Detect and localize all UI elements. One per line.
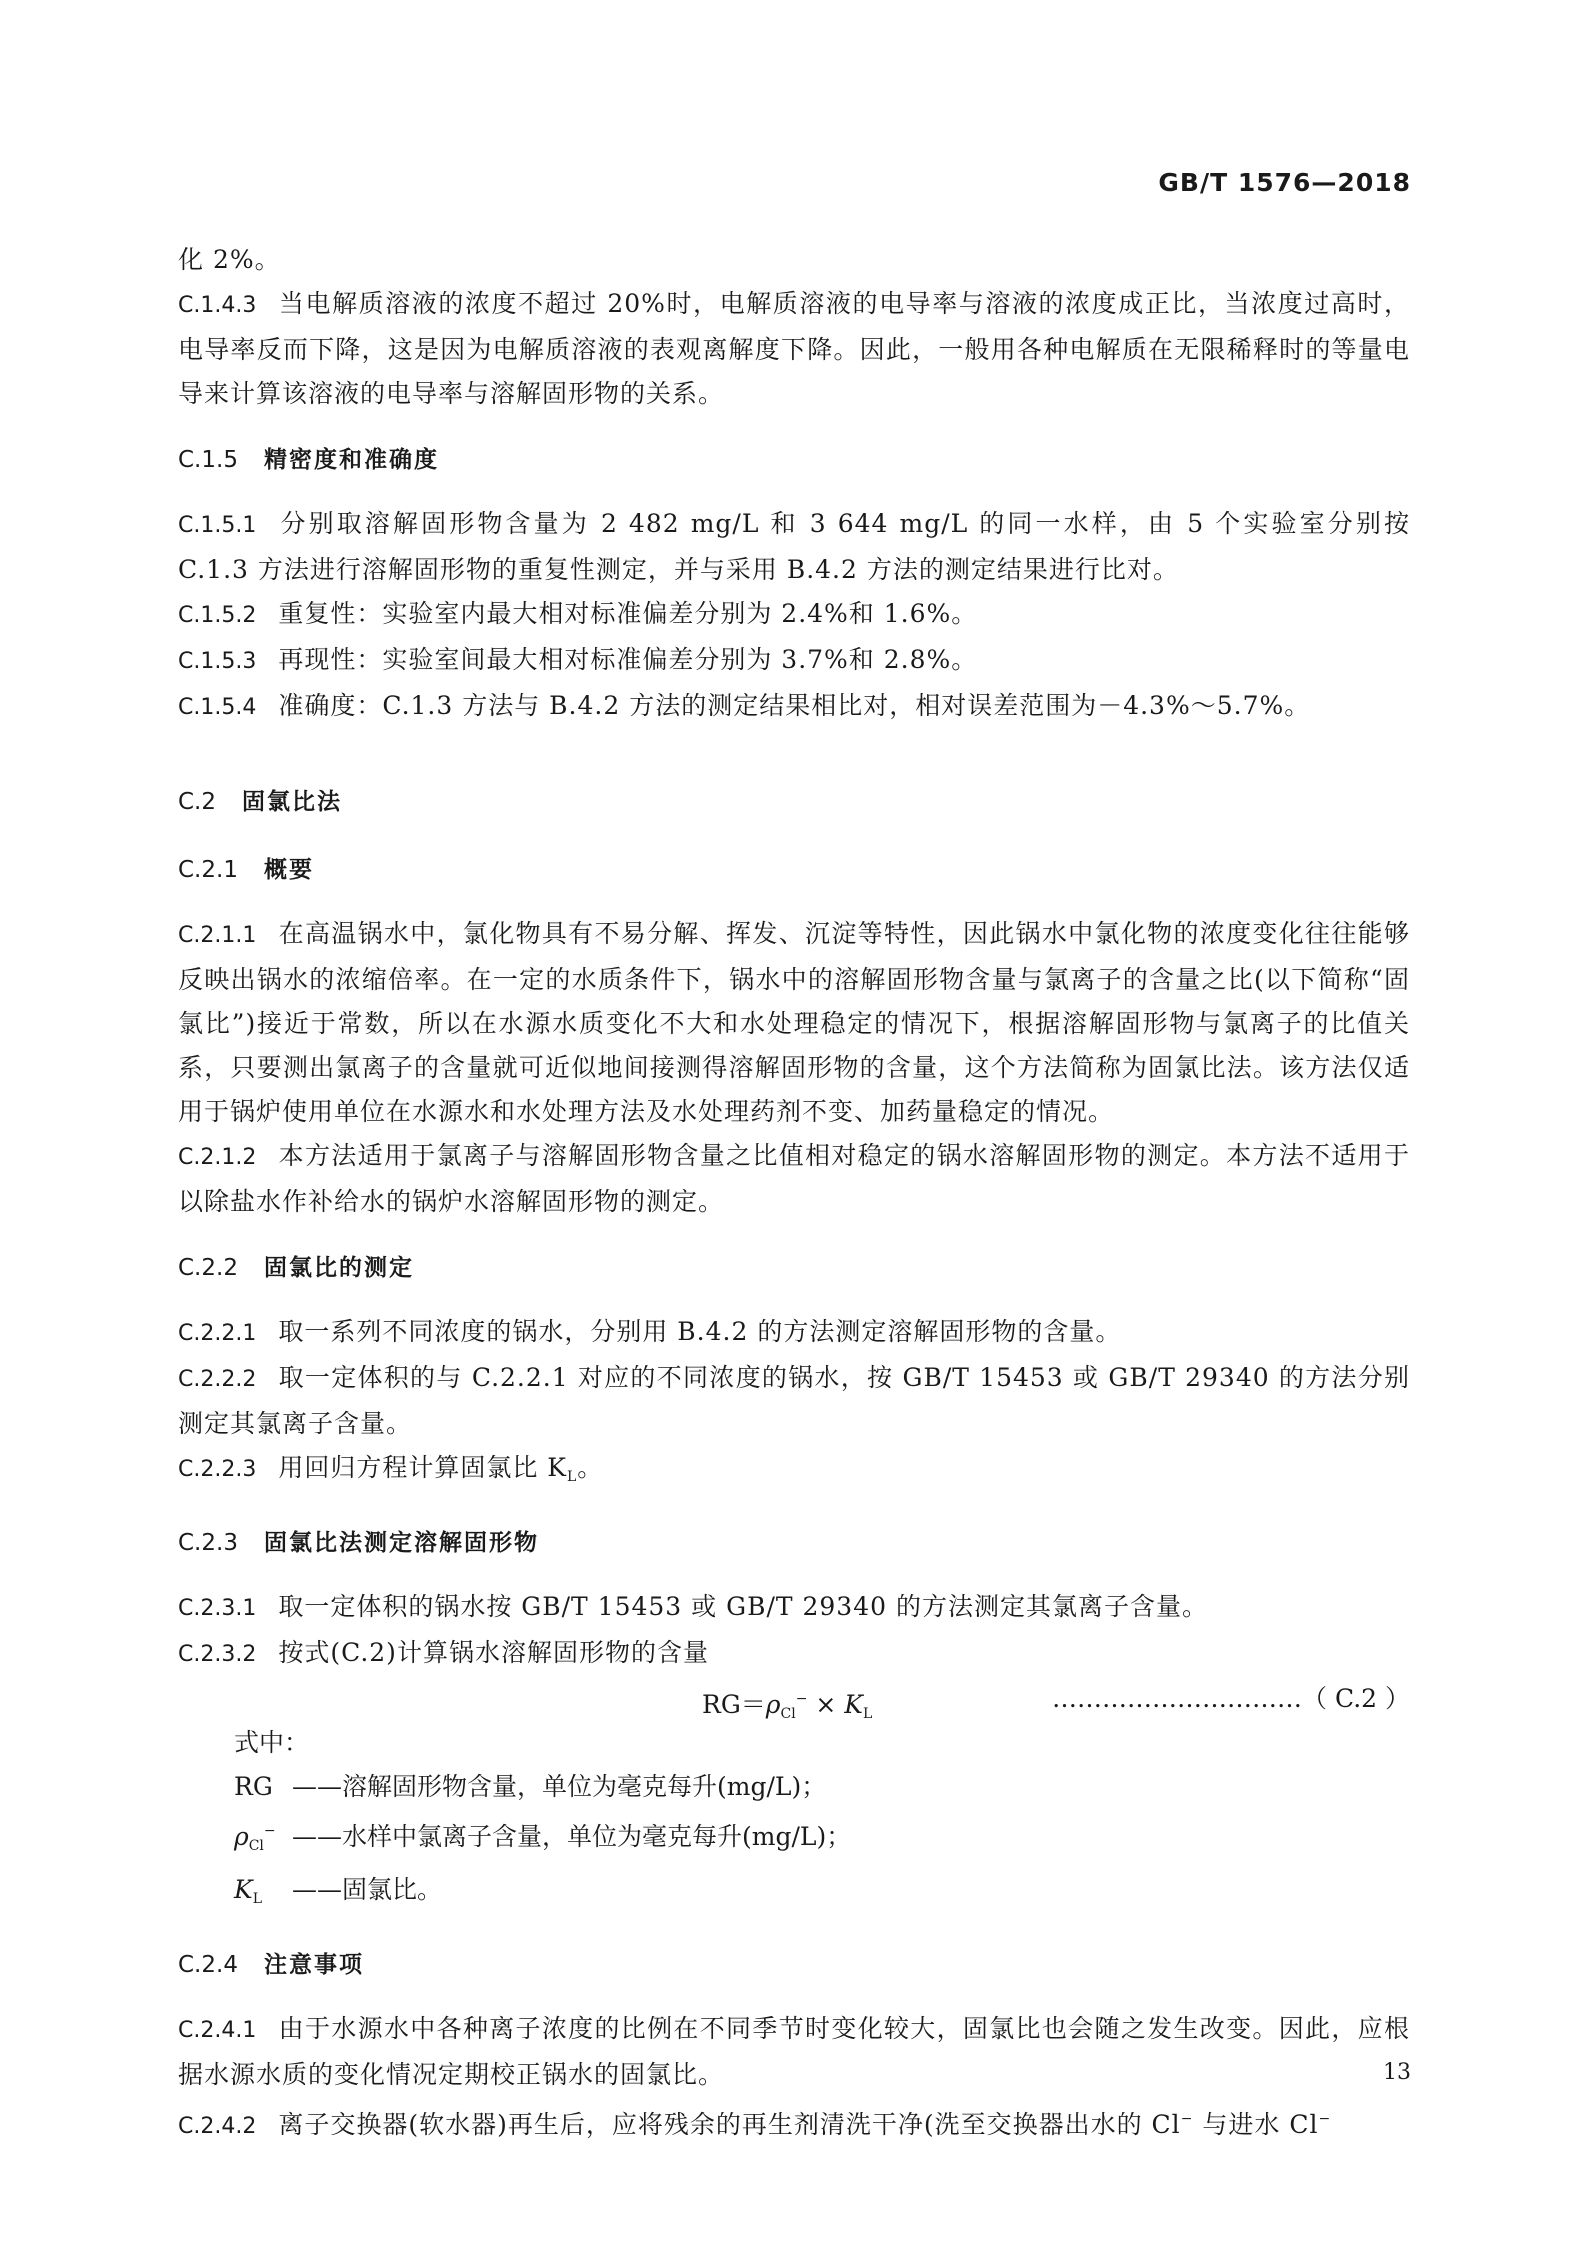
heading-c21 (178, 848, 1410, 892)
paragraph-c221: C.2.2.1 取一系列不同浓度的锅水，分别用 B.4.2 的方法测定溶解固形物的含量。 (178, 1310, 1410, 1356)
clause-number: C.2.4.2 (178, 2114, 257, 2139)
clause-number: C.1.5.4 (178, 695, 257, 720)
legend-symbol: $K_L$ (234, 1875, 262, 1907)
standard-code: GB/T 1576—2018 (1158, 168, 1411, 197)
heading-title: 固氯比法 (242, 789, 343, 815)
paragraph-c154: C.1.5.4 准确度：C.1.3 方法与 B.4.2 方法的测定结果相比对，相对误差范围为－4.3%～5.7%。 (178, 684, 1410, 730)
legend-symbol: $\rho_{Cl}^-$ (234, 1822, 276, 1854)
document-body (178, 238, 1410, 2149)
paragraph-c223: C.2.2.3 用回归方程计算固氯比 $K_L$。 (178, 1446, 1410, 1499)
heading-title: 精密度和准确度 (263, 447, 439, 473)
heading-number: C.2.4 (178, 1952, 238, 1978)
clause-number: C.1.4.3 (178, 293, 257, 318)
paragraph-c212: C.2.1.2 本方法适用于氯离子与溶解固形物含量之比值相对稳定的锅水溶解固形物的测定。本方法不适用于以除盐水作补给水的锅炉水溶解固形物的测定。 (178, 1134, 1410, 1224)
heading-c15 (178, 438, 1410, 482)
subscript: L (566, 1469, 578, 1485)
clause-number: C.2.2.2 (178, 1367, 257, 1392)
clause-number: C.1.5.1 (178, 513, 257, 538)
clause-number: C.2.2.3 (178, 1457, 257, 1482)
clause-number: C.2.3.2 (178, 1642, 257, 1667)
formula-c2 (178, 1677, 1410, 1721)
paragraph-c211: C.2.1.1 在高温锅水中，氯化物具有不易分解、挥发、沉淀等特性，因此锅水中氯化物的浓度变化往往能够反映出锅水的浓缩倍率。在一定的水质条件下，锅水中的溶解固形物含量与氯离子的含量之比(以下简称“固氯比”)接近于常数，所以在水源水质变化不大和水处理稳定的情况下，根据溶解固形物与氯离子的比值关系，只要测出氯离子的含量就可近似地间接测得溶解固形物的含量，这个方法简称为固氯比法。该方法仅适用于锅炉使用单位在水源水和水处理方法及水处理药剂不变、加药量稳定的情况。 (178, 912, 1410, 1134)
clause-number: C.2.1.1 (178, 923, 257, 948)
heading-c23 (178, 1521, 1410, 1565)
legend-title: 式中： (234, 1728, 310, 1757)
paragraph-c151: C.1.5.1 分别取溶解固形物含量为 2 482 mg/L 和 3 644 mg/L 的同一水样，由 5 个实验室分别按 C.1.3 方法进行溶解固形物的重复性测定，并与采用 B.4.2 方法的测定结果进行比对。 (178, 502, 1410, 592)
legend-symbol: RG (234, 1772, 273, 1801)
page-number: 13 (1383, 2060, 1411, 2085)
clause-number: C.2.1.2 (178, 1145, 257, 1170)
clause-number: C.1.5.3 (178, 649, 257, 674)
formula-reference: …………………………（ C.2 ） (1052, 1684, 1410, 1713)
heading-number: C.2 (178, 789, 217, 815)
heading-number: C.1.5 (178, 447, 238, 473)
paragraph-c153: C.1.5.3 再现性：实验室间最大相对标准偏差分别为 3.7%和 2.8%。 (178, 638, 1410, 684)
heading-title: 概要 (263, 857, 314, 883)
formula-expression: $RG=\rho_{Cl}^- \times K_L$ (702, 1690, 873, 1722)
paragraph-c232: C.2.3.2 按式(C.2)计算锅水溶解固形物的含量 (178, 1631, 1410, 1677)
heading-title: 固氯比法测定溶解固形物 (263, 1530, 539, 1556)
legend-item-rho: $\rho_{Cl}^-$ ——水样中氯离子含量，单位为毫克每升(mg/L)； (234, 1809, 1410, 1868)
heading-number: C.2.1 (178, 857, 238, 883)
legend-item-rg: RG ——溶解固形物含量，单位为毫克每升(mg/L)； (234, 1765, 1410, 1809)
paragraph-c152: C.1.5.2 重复性：实验室内最大相对标准偏差分别为 2.4%和 1.6%。 (178, 592, 1410, 638)
paragraph-c241: C.2.4.1 由于水源水中各种离子浓度的比例在不同季节时变化较大，固氯比也会随之发生改变。因此，应根据水源水质的变化情况定期校正锅水的固氯比。 (178, 2007, 1410, 2097)
formula-legend (178, 1721, 1410, 1921)
paragraph-c231: C.2.3.1 取一定体积的锅水按 GB/T 15453 或 GB/T 29340 的方法测定其氯离子含量。 (178, 1585, 1410, 1631)
legend-item-kl: $K_L$ ——固氯比。 (234, 1868, 1410, 1921)
heading-c22 (178, 1246, 1410, 1290)
paragraph-c242: C.2.4.2 离子交换器(软水器)再生后，应将残余的再生剂清洗干净(洗至交换器出水的 Cl− 与进水 Cl− (178, 2097, 1410, 2149)
clause-number: C.2.4.1 (178, 2018, 257, 2043)
heading-number: C.2.3 (178, 1530, 238, 1556)
heading-title: 注意事项 (263, 1952, 364, 1978)
clause-number: C.2.2.1 (178, 1321, 257, 1346)
heading-c24 (178, 1943, 1410, 1987)
heading-title: 固氯比的测定 (263, 1255, 414, 1281)
heading-c2 (178, 780, 1410, 824)
heading-number: C.2.2 (178, 1255, 238, 1281)
paragraph-c143: C.1.4.3 当电解质溶液的浓度不超过 20%时，电解质溶液的电导率与溶液的浓度成正比，当浓度过高时，电导率反而下降，这是因为电解质溶液的表观离解度下降。因此，一般用各种电解质在无限稀释时的等量电导来计算该溶液的电导率与溶解固形物的关系。 (178, 282, 1410, 416)
paragraph: 化 2%。 (178, 245, 281, 274)
clause-number: C.1.5.2 (178, 603, 257, 628)
clause-number: C.2.3.1 (178, 1596, 257, 1621)
paragraph-c222: C.2.2.2 取一定体积的与 C.2.2.1 对应的不同浓度的锅水，按 GB/T 15453 或 GB/T 29340 的方法分别测定其氯离子含量。 (178, 1356, 1410, 1446)
